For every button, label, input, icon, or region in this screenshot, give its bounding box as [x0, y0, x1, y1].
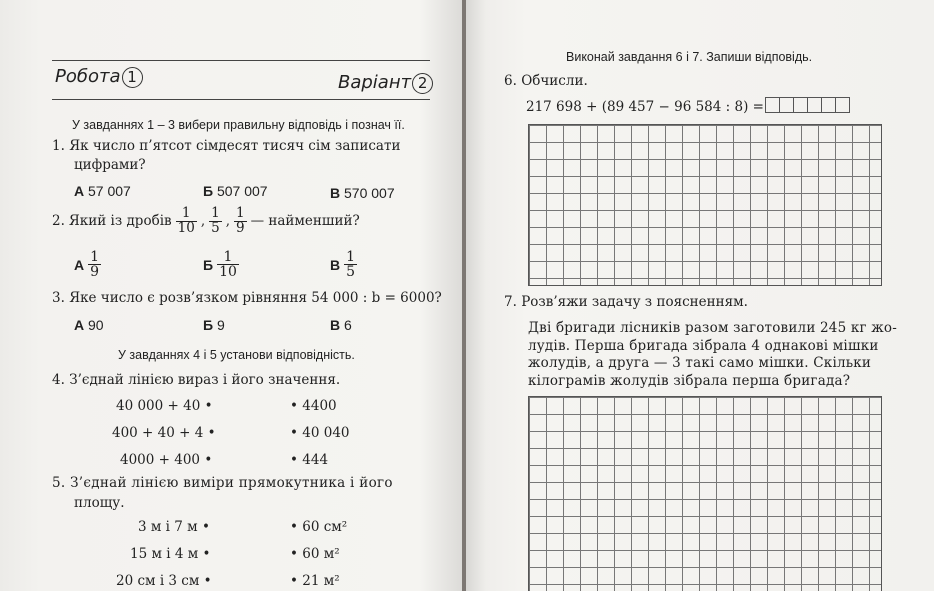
q7-problem-line: жолудів, а друга — 3 такі само мішки. Скільки: [528, 355, 872, 371]
q4-left-item[interactable]: 400 + 40 + 4 •: [112, 425, 216, 441]
q2-option-a[interactable]: А $\frac{1}{9}$: [74, 249, 100, 280]
variant-heading: [338, 72, 433, 94]
q6-expression-line: [526, 97, 850, 117]
q1-text: Як число п’ятсот сімдесят тисяч сім записати: [69, 138, 401, 154]
instruction-4-5: У завданнях 4 і 5 установи відповідність.: [118, 348, 355, 362]
q3-number: 3.: [52, 290, 65, 306]
q2-text: Який із дробів: [68, 213, 172, 229]
q1-option-b[interactable]: Б 507 007: [203, 183, 268, 199]
q3-option-a[interactable]: А 90: [74, 317, 104, 333]
q5-left-item[interactable]: 3 м і 7 м •: [138, 519, 210, 535]
q2-fraction-1: $\frac{1}{10}$: [177, 205, 195, 236]
q5-line1: [52, 475, 393, 491]
q6-text: Обчисли.: [521, 73, 588, 89]
q3-option-b[interactable]: Б 9: [203, 317, 225, 333]
q5-right-item[interactable]: • 60 см²: [290, 519, 348, 535]
q2-option-b[interactable]: Б $\frac{1}{10}$: [203, 249, 237, 280]
work-heading: [55, 66, 143, 88]
q2-line: 2. Який із дробів $\frac{1}{10}$ , $\frac{1}{5}$ , $\frac{1}{9}$ — найменший?: [52, 205, 360, 236]
q2-fraction-2: $\frac{1}{5}$: [211, 205, 220, 236]
q5-right-item[interactable]: • 21 м²: [290, 573, 340, 589]
q6-number: 6.: [504, 73, 517, 89]
q7-problem-line: лудів. Перша бригада зібрала 4 однакові мішки: [528, 338, 879, 354]
left-page: [0, 0, 462, 591]
q2-text-end: — найменший?: [250, 213, 360, 229]
header-bottom-rule: [52, 99, 430, 100]
header-top-rule: [52, 60, 430, 61]
q3-option-c[interactable]: В 6: [330, 317, 352, 333]
q4-right-item[interactable]: • 444: [290, 452, 329, 468]
q5-left-item[interactable]: 15 м і 4 м •: [130, 546, 211, 562]
q1-option-a[interactable]: А 57 007: [74, 183, 131, 199]
variant-number-badge: 2: [412, 73, 433, 94]
q4-right-item[interactable]: • 4400: [290, 398, 337, 414]
q4-number: 4.: [52, 372, 65, 388]
right-page: [466, 0, 934, 591]
q2-fraction-3: $\frac{1}{9}$: [236, 205, 245, 236]
q1-option-c[interactable]: В 570 007: [330, 185, 395, 201]
q4-line: [52, 372, 340, 388]
q7-number: 7.: [504, 294, 517, 310]
q1-text-continued: цифрами?: [74, 157, 146, 173]
q5-number: 5.: [52, 475, 66, 491]
q1-number: 1.: [52, 138, 65, 154]
q5-text: З’єднай лінією виміри прямокутника і його: [70, 475, 393, 491]
q6-answer-boxes[interactable]: [766, 97, 850, 117]
q5-left-item[interactable]: 20 см і 3 см •: [116, 573, 212, 589]
q7-problem-line: кілограмів жолудів зібрала перша бригада?: [528, 373, 851, 389]
q6-work-grid[interactable]: [528, 124, 882, 286]
instruction-6-7: Виконай завдання 6 і 7. Запиши відповідь.: [566, 50, 813, 64]
q4-left-item[interactable]: 4000 + 400 •: [120, 452, 213, 468]
q5-right-item[interactable]: • 60 м²: [290, 546, 340, 562]
q3-line: [52, 290, 442, 306]
q6-line: [504, 73, 588, 89]
variant-title: Варіант: [338, 72, 412, 93]
q7-problem-line: Дві бригади лісників разом заготовили 245 кг жо-: [528, 320, 897, 336]
q4-right-item[interactable]: • 40 040: [290, 425, 350, 441]
q2-option-c[interactable]: В $\frac{1}{5}$: [330, 249, 356, 280]
instruction-1-3: У завданнях 1 – 3 вибери правильну відповідь і познач її.: [72, 118, 405, 132]
work-number-badge: 1: [122, 67, 143, 88]
q2-number: 2.: [52, 213, 65, 229]
q7-text: Розв’яжи задачу з поясненням.: [521, 294, 748, 310]
work-title: Робота: [55, 66, 121, 87]
q5-text-continued: площу.: [74, 495, 125, 511]
q7-line: [504, 294, 748, 310]
q4-left-item[interactable]: 40 000 + 40 •: [116, 398, 213, 414]
q4-text: З’єднай лінією вираз і його значення.: [69, 372, 341, 388]
q7-work-grid[interactable]: [528, 396, 882, 591]
q6-expression: 217 698 + (89 457 − 96 584 : 8) =: [526, 99, 764, 115]
q1-line1: [52, 138, 400, 154]
q3-text: Яке число є розв’язком рівняння 54 000 : b = 6000?: [69, 290, 442, 306]
